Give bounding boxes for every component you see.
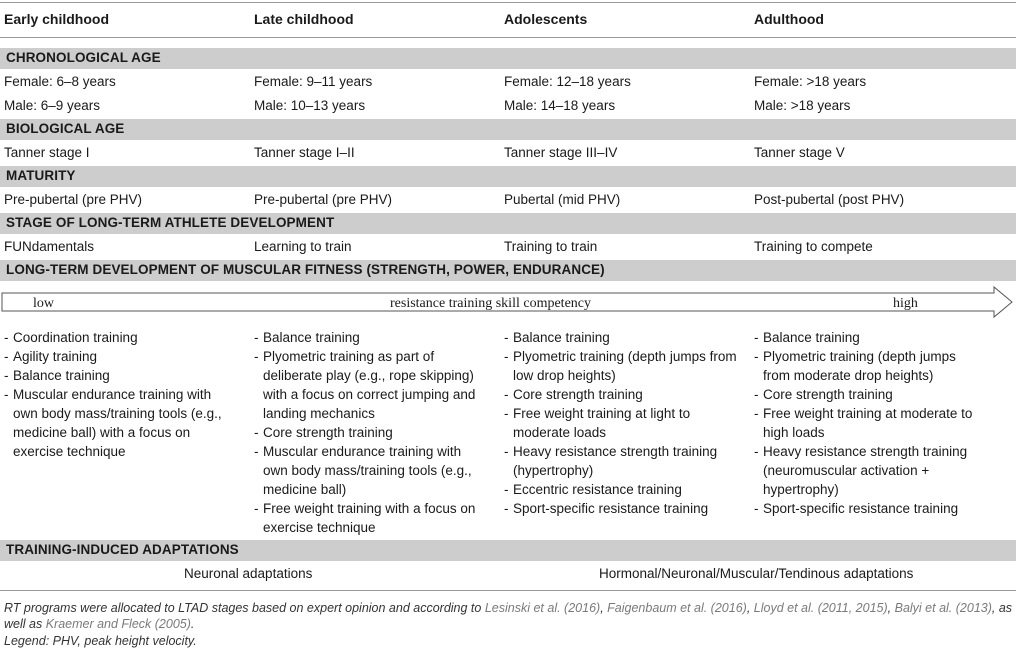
list-item: - Balance training — [504, 328, 738, 347]
section-label: MATURITY — [6, 168, 76, 183]
arrow-low-label: low — [33, 296, 54, 311]
footnote-separator: , — [746, 601, 754, 615]
chrono-male-adolescents: Male: 14–18 years — [504, 98, 616, 113]
bio-early: Tanner stage I — [4, 145, 90, 160]
footnote-text: , as — [991, 601, 1013, 615]
list-item: - Muscular endurance training with own body mass/training tools (e.g., medicine ball) with a focus on exercise technique — [4, 385, 239, 461]
list-item: - Sport-specific resistance training — [754, 499, 984, 518]
footnote-line-2 — [4, 617, 194, 631]
list-item: - Heavy resistance strength training (hypertrophy) — [504, 442, 738, 480]
footnote-line-1 — [4, 601, 1012, 615]
program-list-adulthood — [754, 328, 984, 518]
chrono-male-early: Male: 6–9 years — [4, 98, 101, 113]
list-item: - Balance training — [4, 366, 239, 385]
list-item: - Eccentric resistance training — [504, 480, 738, 499]
chrono-male-adulthood: Male: >18 years — [754, 98, 851, 113]
list-item: - Free weight training with a focus on exercise technique — [254, 499, 488, 537]
bio-late: Tanner stage I–II — [254, 145, 355, 160]
footnote-separator: , — [887, 601, 895, 615]
list-item: - Balance training — [754, 328, 984, 347]
section-adaptations — [0, 540, 1016, 561]
col-head-adolescents: Adolescents — [504, 11, 588, 27]
list-item: - Agility training — [4, 347, 239, 366]
ltad-late: Learning to train — [254, 239, 352, 254]
list-item: - Heavy resistance strength training (neuromuscular activation + hypertrophy) — [754, 442, 984, 499]
adaptations-left: Neuronal adaptations — [184, 566, 313, 581]
list-item: - Free weight training at light to moderate loads — [504, 404, 738, 442]
list-item: - Core strength training — [504, 385, 738, 404]
list-item: - Plyometric training (depth jumps from moderate drop heights) — [754, 347, 984, 385]
maturity-early: Pre-pubertal (pre PHV) — [4, 192, 143, 207]
footnote-text: RT programs were allocated to LTAD stages based on expert opinion and according to — [4, 601, 485, 615]
list-item: - Plyometric training (depth jumps from low drop heights) — [504, 347, 738, 385]
reference-link[interactable]: Lloyd et al. (2011, 2015) — [753, 601, 888, 615]
list-item: - Balance training — [254, 328, 488, 347]
program-list-late — [254, 328, 488, 537]
header-rule — [0, 37, 1016, 38]
ltad-adolescents: Training to train — [504, 239, 598, 254]
footnote-text: . — [190, 617, 195, 631]
reference-link[interactable]: Faigenbaum et al. (2016) — [607, 601, 747, 615]
reference-link[interactable]: Lesinski et al. (2016) — [484, 601, 601, 615]
chrono-female-adolescents: Female: 12–18 years — [504, 74, 631, 89]
section-ltad-stage — [0, 213, 1016, 234]
section-label: LONG-TERM DEVELOPMENT OF MUSCULAR FITNESS (STRENGTH, POWER, ENDURANCE) — [6, 262, 605, 277]
list-item: - Free weight training at moderate to high loads — [754, 404, 984, 442]
section-chronological-age — [0, 48, 1016, 69]
program-list-early — [4, 328, 239, 461]
bio-adulthood: Tanner stage V — [754, 145, 845, 160]
maturity-adulthood: Post-pubertal (post PHV) — [754, 192, 905, 207]
list-item: - Plyometric training as part of deliberate play (e.g., rope skipping) with a focus on correct jumping and landing mechanics — [254, 347, 488, 423]
chrono-female-adulthood: Female: >18 years — [754, 74, 867, 89]
list-item: - Sport-specific resistance training — [504, 499, 738, 518]
section-label: STAGE OF LONG-TERM ATHLETE DEVELOPMENT — [6, 215, 335, 230]
list-item: - Core strength training — [754, 385, 984, 404]
footnote-separator: , — [600, 601, 608, 615]
reference-link[interactable]: Kraemer and Fleck (2005) — [45, 617, 191, 631]
ltad-adulthood: Training to compete — [754, 239, 873, 254]
arrow-high-label: high — [893, 296, 918, 311]
chrono-female-late: Female: 9–11 years — [254, 74, 373, 89]
reference-link[interactable]: Balyi et al. (2013) — [894, 601, 992, 615]
col-head-early: Early childhood — [4, 11, 110, 27]
adaptations-right: Hormonal/Neuronal/Muscular/Tendinous adaptations — [599, 566, 914, 581]
section-label: TRAINING-INDUCED ADAPTATIONS — [6, 542, 239, 557]
section-maturity — [0, 166, 1016, 187]
ltad-early: FUNdamentals — [4, 239, 95, 254]
col-head-late: Late childhood — [254, 11, 354, 27]
maturity-late: Pre-pubertal (pre PHV) — [254, 192, 393, 207]
top-rule — [0, 2, 1016, 3]
list-item: - Core strength training — [254, 423, 488, 442]
footnote-legend: Legend: PHV, peak height velocity. — [4, 634, 197, 648]
footnote-text: well as — [4, 617, 46, 631]
section-label: BIOLOGICAL AGE — [6, 121, 125, 136]
list-item: - Muscular endurance training with own body mass/training tools (e.g., medicine ball) — [254, 442, 488, 499]
arrow-middle-label: resistance training skill competency — [390, 296, 591, 311]
bio-adolescents: Tanner stage III–IV — [504, 145, 618, 160]
section-label: CHRONOLOGICAL AGE — [6, 50, 161, 65]
col-head-adulthood: Adulthood — [754, 11, 824, 27]
chrono-female-early: Female: 6–8 years — [4, 74, 116, 89]
program-list-adolescents — [504, 328, 738, 518]
maturity-adolescents: Pubertal (mid PHV) — [504, 192, 621, 207]
list-item: - Coordination training — [4, 328, 239, 347]
chrono-male-late: Male: 10–13 years — [254, 98, 366, 113]
section-biological-age — [0, 119, 1016, 140]
bottom-rule — [0, 590, 1016, 591]
section-muscular-fitness — [0, 260, 1016, 281]
